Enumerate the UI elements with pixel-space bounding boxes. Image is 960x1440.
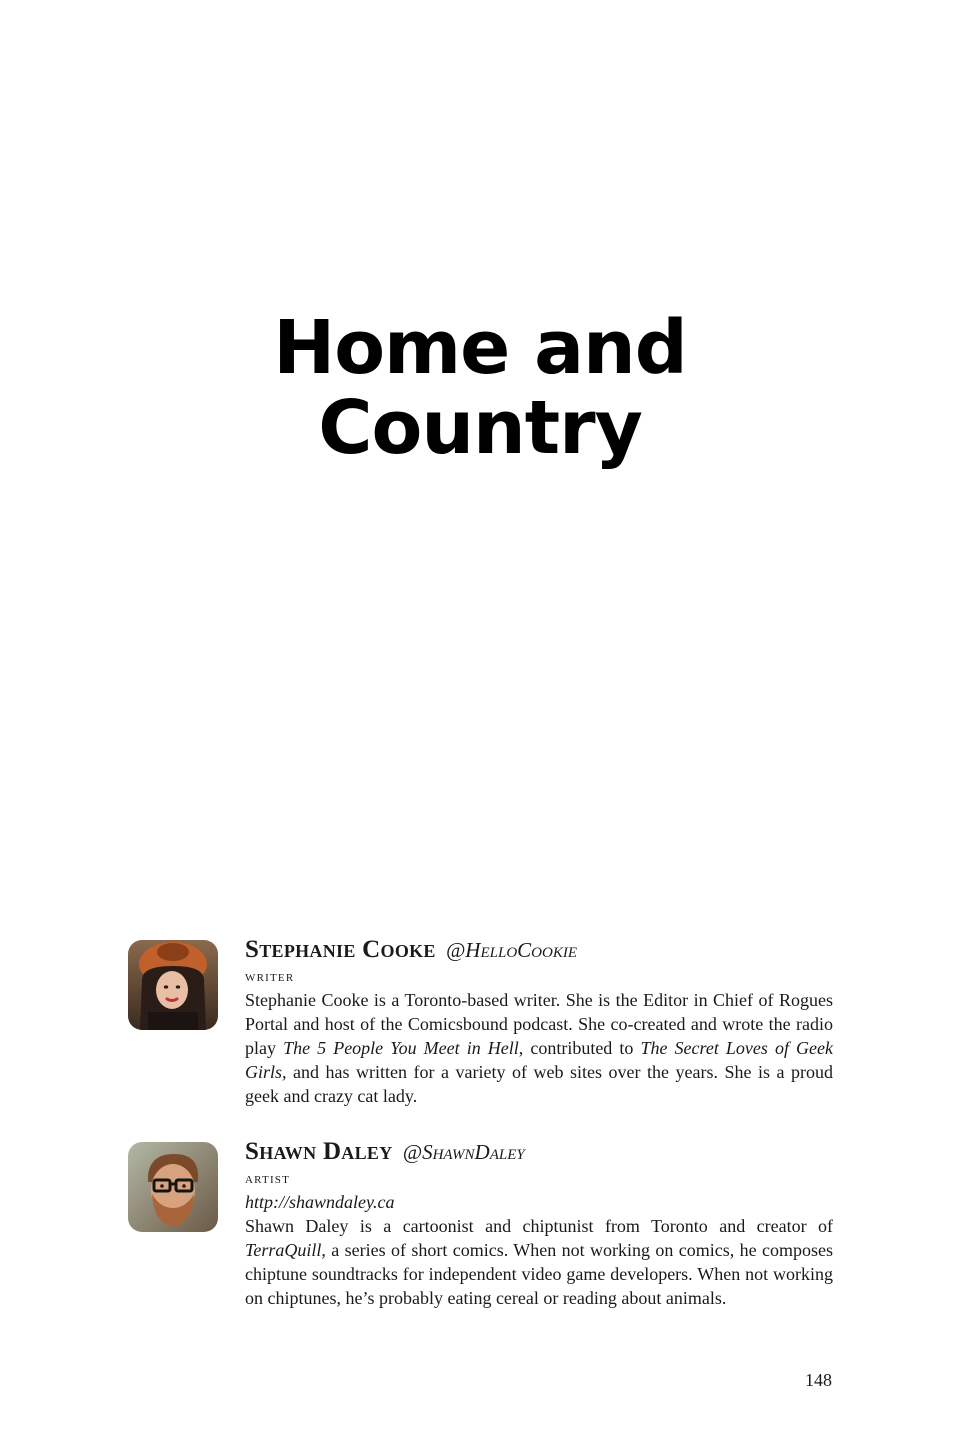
avatar bbox=[128, 1142, 218, 1232]
woman-portrait-icon bbox=[128, 940, 218, 1030]
contributor-handle: @HelloCookie bbox=[445, 938, 577, 962]
bio-text: , contributed to bbox=[518, 1038, 641, 1058]
contributor-text bbox=[245, 936, 833, 1108]
page-number: 148 bbox=[805, 1370, 832, 1390]
contributor-role: writer bbox=[245, 968, 295, 985]
contributor-role: artist bbox=[245, 1170, 291, 1187]
bio-text: , a series of short comics. When not working on comics, he composes chiptune soundtracks for independent video game developers. When not working on chiptunes, he’s probably eating cereal or reading about animals. bbox=[245, 1240, 833, 1308]
bio-work-title: TerraQuill bbox=[245, 1240, 322, 1260]
contributor-name: Shawn Daley bbox=[245, 1138, 393, 1165]
avatar bbox=[128, 940, 218, 1030]
contributor-website-link[interactable]: http://shawndaley.ca bbox=[245, 1192, 395, 1212]
bio-text: Stephanie Cooke is a Toronto-based writer. She is the Editor in Chief of Rogues Portal and host of the Comicsbound podcast. She co-created and wrote the radio play bbox=[245, 990, 833, 1058]
contributor-heading bbox=[245, 1138, 833, 1166]
bio-text: and has written for a variety of web sites over the years. She is a proud geek and crazy cat lady. bbox=[245, 1062, 833, 1106]
bio-work-title: The Secret Loves of Geek Girls, bbox=[245, 1038, 833, 1082]
bio-work-title: The 5 People You Meet in Hell bbox=[283, 1038, 519, 1058]
contributor-text bbox=[245, 1138, 833, 1310]
contributor-description bbox=[245, 988, 833, 1108]
chapter-title bbox=[0, 304, 960, 471]
contributor-name: Stephanie Cooke bbox=[245, 936, 436, 963]
chapter-title-line-2: Country bbox=[318, 384, 642, 471]
man-portrait-icon bbox=[128, 1142, 218, 1232]
contributor-heading bbox=[245, 936, 833, 964]
chapter-title-line-1: Home and bbox=[273, 304, 687, 391]
contributor-description bbox=[245, 1214, 833, 1310]
contributor-handle: @ShawnDaley bbox=[402, 1140, 525, 1164]
bio-text: Shawn Daley is a cartoonist and chiptunist from Toronto and creator of bbox=[245, 1216, 833, 1236]
